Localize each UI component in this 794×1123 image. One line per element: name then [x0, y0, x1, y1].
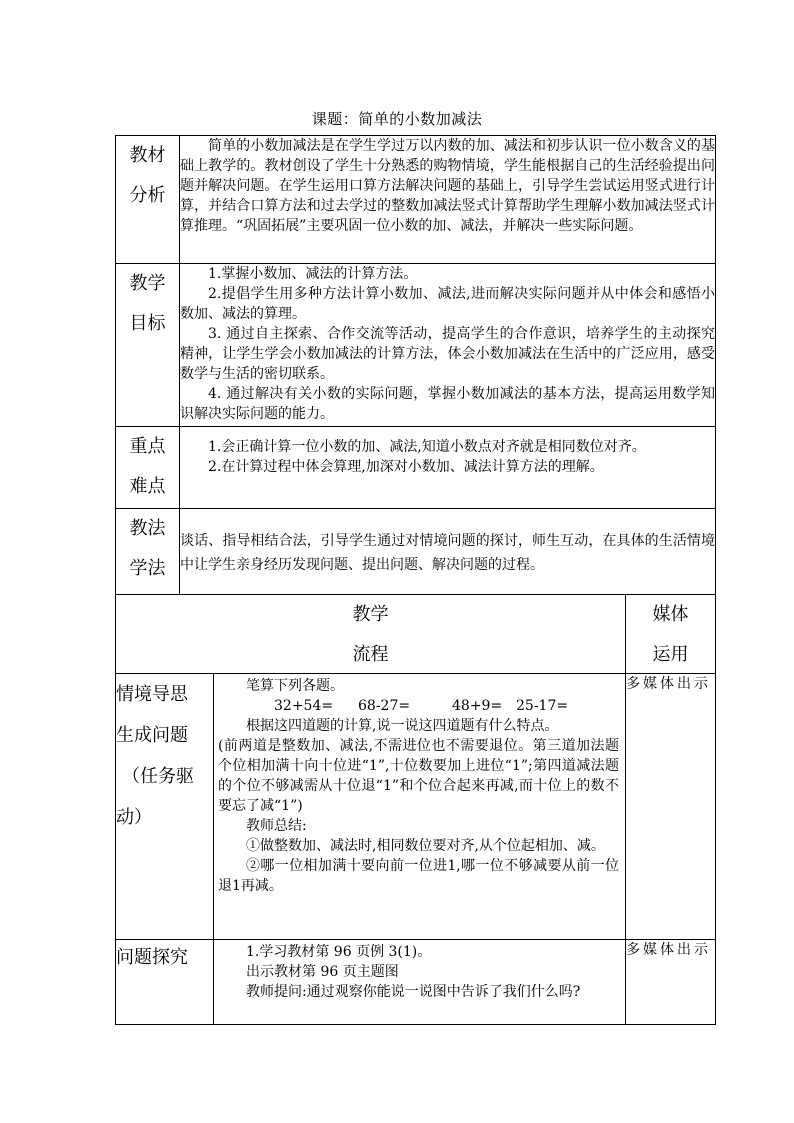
- key-points-label-line-2: 难点: [129, 476, 166, 497]
- methods-label-line-2: 学法: [129, 558, 166, 579]
- flow-process-header-line-1: 教学: [352, 604, 389, 625]
- sum-item: 48+9=: [452, 698, 503, 714]
- stage2-label-text: 问题探究: [116, 947, 188, 968]
- objectives-content: [180, 264, 716, 427]
- stage1-explanation: (前两道是整数加、减法,不需进位也不需要退位。第三道加法题个位相加满十向十位进“1”,十位数要加上进位“1”;第四道减法题的个位不够减需从十位退“1”和个位合起来再减,而十位上的数不要忘了减“1”): [218, 738, 619, 814]
- objectives-label-line-1: 教学: [129, 273, 166, 294]
- stage2-label: [116, 940, 214, 1025]
- stage1-intro: 笔算下列各题。: [246, 678, 344, 694]
- objectives-label-line-2: 目标: [129, 313, 166, 334]
- lesson-plan-table: [115, 135, 716, 678]
- stage1-label-line: 情境导思: [116, 684, 188, 705]
- stage1-summary-label: 教师总结:: [246, 818, 307, 834]
- key-point-item: 2.在计算过程中体会算理,加深对小数加、减法计算方法的理解。: [208, 459, 604, 475]
- methods-content: [180, 509, 716, 595]
- analysis-label-line-2: 分析: [129, 185, 166, 206]
- stage1-rule: ①做整数加、减法时,相同数位要对齐,从个位起相加、减。: [246, 838, 605, 854]
- stage2-content: [214, 940, 626, 1025]
- row-key-points: [116, 427, 716, 509]
- flow-media-header: [626, 595, 716, 678]
- stage2-line: 1.学习教材第 96 页例 3(1)。: [246, 944, 432, 960]
- key-points-label: [116, 427, 180, 509]
- stage1-label: [116, 674, 214, 940]
- page-title: 课题：简单的小数加减法: [311, 110, 483, 128]
- flow-media-header-line-2: 运用: [652, 644, 689, 665]
- row-methods: [116, 509, 716, 595]
- stage1-rule: ②哪一位相加满十要向前一位进1,哪一位不够减要从前一位退1再减。: [218, 858, 619, 894]
- objectives-label: [116, 264, 180, 427]
- lesson-flow-table: [115, 673, 716, 1025]
- stage2-line: 出示教材第 96 页主题图: [246, 964, 399, 980]
- key-point-item: 1.会正确计算一位小数的加、减法,知道小数点对齐就是相同数位对齐。: [208, 439, 646, 455]
- sum-item: 25-17=: [516, 698, 569, 714]
- stage1-sums: [218, 696, 619, 716]
- stage1-question: 根据这四道题的计算,说一说这四道题有什么特点。: [246, 718, 559, 734]
- analysis-content: [180, 136, 716, 264]
- analysis-text: 简单的小数加减法是在学生学过万以内数的加、减法和初步认识一位小数含义的基础上教学的。教材创设了学生十分熟悉的购物情境，学生能根据自己的生活经验提出问题并解决问题。在学生运用口算方法解决问题的基础上，引导学生尝试运用竖式进行计算，并结合口算方法和过去学过的整数加减法竖式计算帮助学生理解小数加减法竖式计算推理。“巩固拓展”主要巩固一位小数的加、减法，并解决一些实际问题。: [180, 138, 715, 234]
- stage2-media: 多媒体出示: [626, 940, 716, 1025]
- sum-item: 32+54=: [274, 698, 334, 714]
- objective-item: 2.提倡学生用多种方法计算小数加、减法,进而解决实际问题并从中体会和感悟小数加、减法的算理。: [180, 286, 715, 322]
- flow-process-header: [116, 595, 626, 678]
- objective-item: 1.掌握小数加、减法的计算方法。: [208, 266, 418, 282]
- flow-process-header-line-2: 流程: [352, 644, 389, 665]
- row-stage-situation-overlay: [116, 674, 716, 940]
- analysis-label: [116, 136, 180, 264]
- stage1-label-line: 生成问题: [116, 725, 188, 746]
- stage1-media: 多媒体出示: [626, 674, 716, 940]
- objective-item: 4. 通过解决有关小数的实际问题，掌握小数加减法的基本方法，提高运用数学知识解决实际问题的能力。: [180, 386, 715, 422]
- methods-label-line-1: 教法: [129, 518, 166, 539]
- flow-media-header-line-1: 媒体: [652, 604, 689, 625]
- sum-item: 68-27=: [358, 698, 411, 714]
- key-points-content: [180, 427, 716, 509]
- row-textbook-analysis: [116, 136, 716, 264]
- stage2-line: 教师提问:通过观察你能说一说图中告诉了我们什么吗?: [246, 984, 581, 1000]
- row-teaching-objectives: [116, 264, 716, 427]
- key-points-label-line-1: 重点: [129, 436, 166, 457]
- objective-item: 3. 通过自主探索、合作交流等活动，提高学生的合作意识，培养学生的主动探究精神，让学生学会小数加减法的计算方法，体会小数加减法在生活中的广泛应用，感受数学与生活的密切联系。: [180, 326, 715, 382]
- stage1-label-line: 动）: [116, 807, 152, 828]
- methods-text: 谈话、指导相结合法，引导学生通过对情境问题的探讨，师生互动，在具体的生活情境中让学生亲身经历发现问题、提出问题、解决问题的过程。: [180, 533, 715, 573]
- stage1-label-line: （任务驱: [122, 766, 194, 787]
- stage1-content: [214, 674, 626, 940]
- methods-label: [116, 509, 180, 595]
- row-stage-explore-overlay: [116, 940, 716, 1025]
- row-flow-header: [116, 595, 716, 678]
- analysis-label-line-1: 教材: [129, 145, 166, 166]
